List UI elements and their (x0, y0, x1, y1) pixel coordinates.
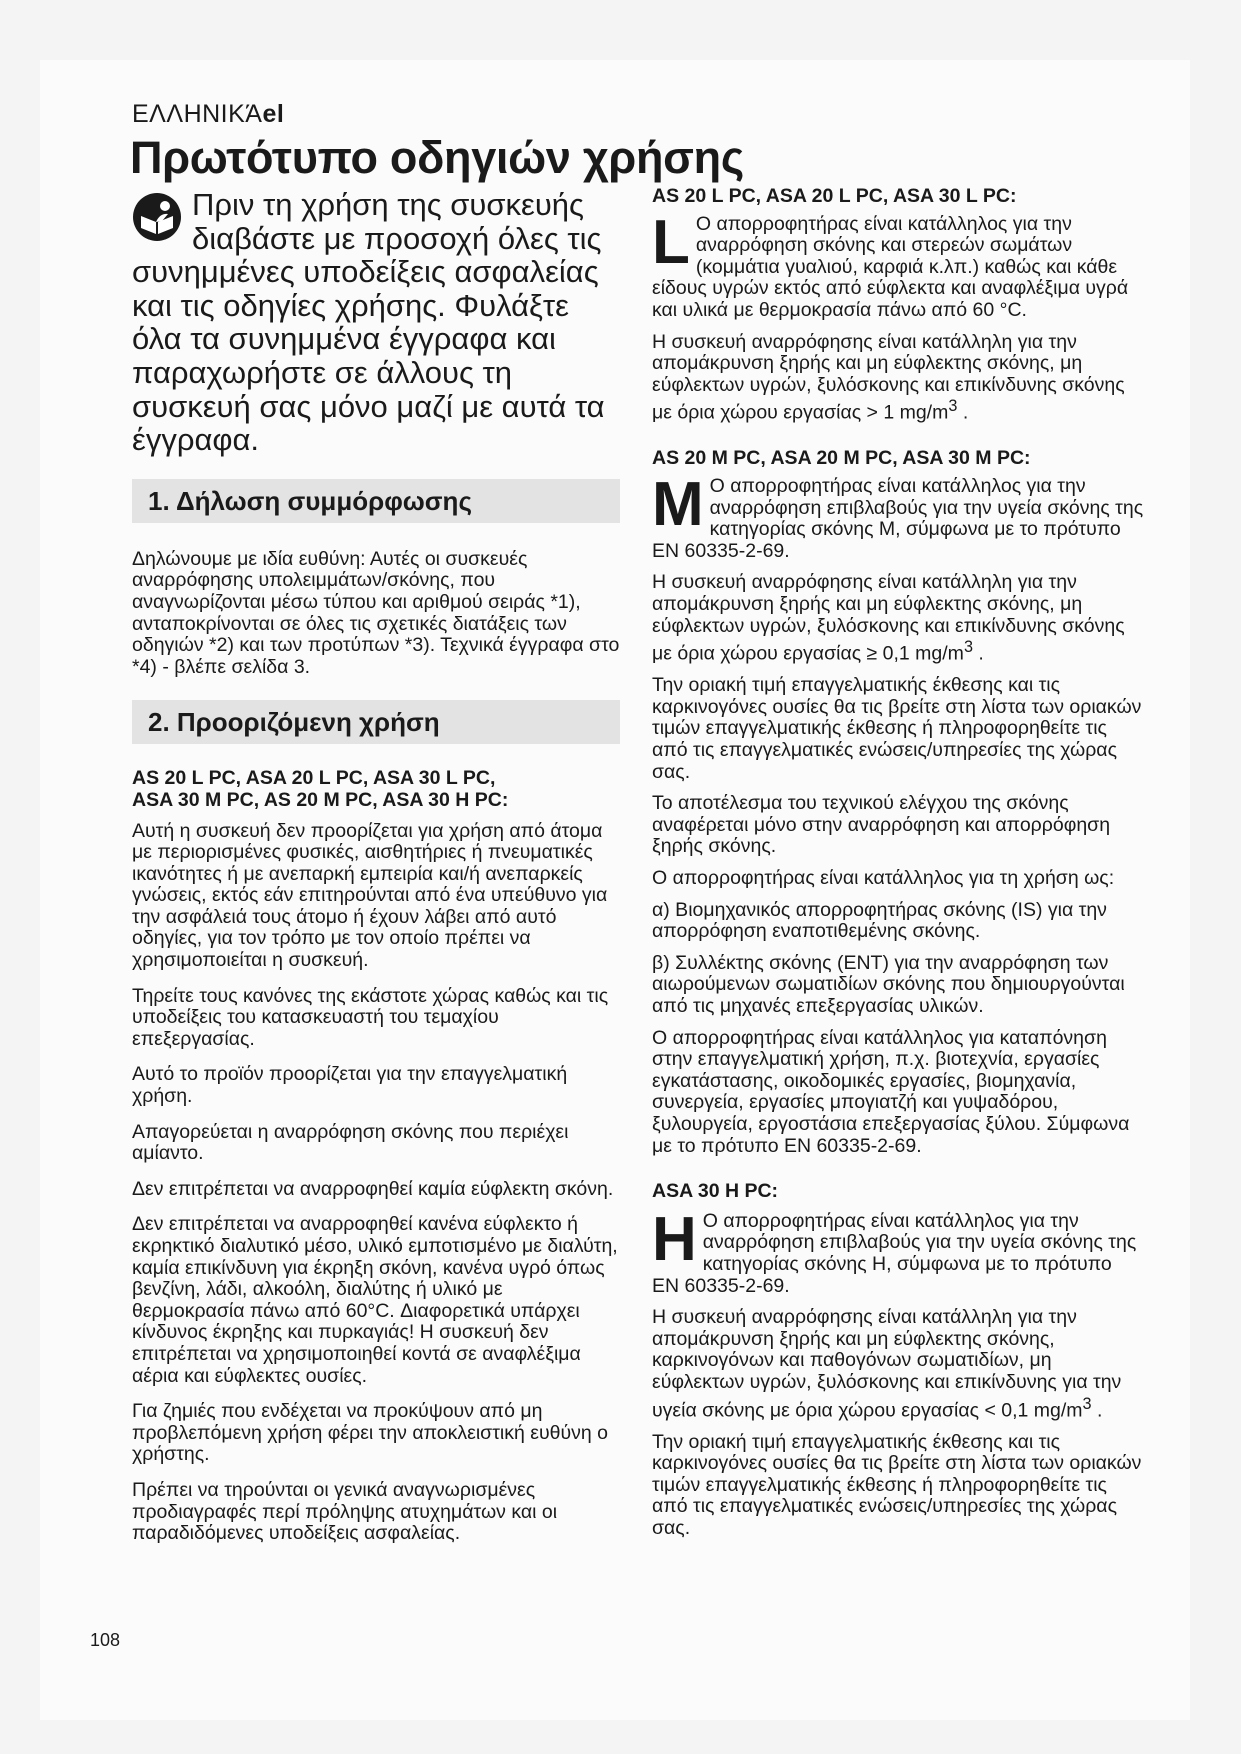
l-class-text: Η συσκευή αναρρόφησης είναι κατάλληλη για την απομάκρυνση ξηρής και μη εύφλεκτης σκόνης, μη εύφλεκτων υγρών, ξυλόσκονης και επικίνδυνης σκόνης με όρια χώρου εργασίας > 1 $mg/m^3$ . (652, 330, 1125, 424)
l-class-lead (652, 214, 1144, 322)
m-class-paragraph: Την οριακή τιμή επαγγελματικής έκθεσης και τις καρκινογόνες ουσίες θα τις βρείτε στη λίστα των οριακών τιμών επαγγελματικής έκθεσης ή πληροφορηθείτε τις από τις επαγγελματικές ενώσεις/υπηρεσίες της χώρας σας. (652, 674, 1142, 783)
language-code: el (262, 100, 285, 128)
usage-paragraph: Δεν επιτρέπεται να αναρροφηθεί κανένα εύφλεκτο ή εκρηκτικό διαλυτικό μέσο, υλικό εμποτισμένο με διαλύτη, καμία επικίνδυνη για έκρηξη σκόνη, κανένα υγρό όπως βενζίνη, λάδι, αλκοόλη, διαλύτης ή υλικό με θερμοκρασία πάνω από 60°C. Διαφορετικά υπάρχει κίνδυνος έκρηξης και πυρκαγιάς! Η συσκευή δεν επιτρέπεται να χρησιμοποιηθεί κοντά σε αναφλέξιμα αέρια και εύφλεκτες ουσίες. (132, 1213, 618, 1387)
section-2-heading: 2. Προοριζόμενη χρήση (132, 700, 620, 744)
m-class-paragraph: β) Συλλέκτης σκόνης (ENT) για την αναρρόφηση των αιωρούμενων σωματιδίων σκόνης που δημιουργούνται από τις μηχανές επεξεργασίας υλικών. (652, 951, 1125, 1017)
language-name: ΕΛΛΗΝΙΚΆ (132, 100, 263, 128)
usage-paragraph: Πρέπει να τηρούνται οι γενικά αναγνωρισμένες προδιαγραφές περί πρόληψης ατυχημάτων και οι παραδιδόμενες υποδείξεις ασφαλείας. (132, 1478, 558, 1545)
dust-class-h-icon: H (652, 1212, 697, 1265)
page-number: 108 (90, 1630, 121, 1650)
l-class-lead-text: Ο απορροφητήρας είναι κατάλληλος για την αναρρόφηση σκόνης και στερεών σωμάτων (κομμάτια γυαλιού, καρφιά κ.λπ.) καθώς και κάθε είδους υγρών εκτός από εύφλεκτα και αναφλέξιμα υγρά και υλικά με θερμοκρασία πάνω από 60 °C. (652, 212, 1129, 321)
m-class-heading: AS 20 M PC, ASA 20 M PC, ASA 30 M PC: (652, 447, 1031, 470)
h-class-closing: Την οριακή τιμή επαγγελματικής έκθεσης και τις καρκινογόνες ουσίες θα τις βρείτε στη λίστα των οριακών τιμών επαγγελματικής έκθεσης ή πληροφορηθείτε τις από τις επαγγελματικές ενώσεις/υπηρεσίες της χώρας σας. (652, 1430, 1142, 1539)
language-label (132, 100, 284, 129)
declaration-text: Δηλώνουμε με ιδία ευθύνη: Αυτές οι συσκευές αναρρόφησης υπολειμμάτων/σκόνης, που αναγνωρίζονται μέσω τύπου και αριθμού σειράς *1), ανταποκρίνονται σε όλες τις σχετικές διατάξεις των οδηγιών *2) και των προτύπων *3). Τεχνικά έγγραφα στο *4) - βλέπε σελίδα 3. (132, 547, 620, 678)
h-class-text: Η συσκευή αναρρόφησης είναι κατάλληλη για την απομάκρυνση ξηρής και μη εύφλεκτης σκόνης, καρκινογόνων και παθογόνων σωματιδίων, μη εύφλεκτων υγρών, ξυλόσκονης και επικίνδυνης για την υγεία σκόνης με όρια χώρου εργασίας < 0,1 $mg/m^3$ . (652, 1306, 1122, 1421)
section-1-heading: 1. Δήλωση συμμόρφωσης (132, 479, 620, 523)
models-line-1: AS 20 L PC, ASA 20 L PC, ASA 30 L PC, (132, 767, 496, 790)
m-class-lead (652, 476, 1144, 562)
usage-paragraph: Απαγορεύεται η αναρρόφηση σκόνης που περιέχει αμίαντο. (132, 1120, 569, 1165)
usage-paragraph: Αυτή η συσκευή δεν προορίζεται για χρήση από άτομα με περιορισμένες φυσικές, αισθητήριες ή πνευματικές ικανότητες ή με ανεπαρκή εμπειρία και/ή ανεπαρκείς γνώσεις, εκτός εάν επιτηρούνται από ένα υπεύθυνο για την ασφάλειά τους άτομο ή έχουν λάβει από αυτό οδηγίες, για τον τρόπο με τον οποίο πρέπει να χρησιμοποιείται η συσκευή. (132, 819, 608, 972)
m-class-paragraph: α) Βιομηχανικός απορροφητήρας σκόνης (IS) για την απορρόφηση εναποτιθεμένης σκόνης. (652, 898, 1107, 943)
usage-paragraph: Τηρείτε τους κανόνες της εκάστοτε χώρας καθώς και τις υποδείξεις του κατασκευαστή του τεμαχίου επεξεργασίας. (132, 984, 609, 1050)
document-title: Πρωτότυπο οδηγιών χρήσης (130, 132, 744, 183)
models-line-2: ASA 30 M PC, AS 20 M PC, ASA 30 H PC: (132, 788, 509, 811)
usage-paragraph: Για ζημιές που ενδέχεται να προκύψουν από μη προβλεπόμενη χρήση φέρει την αποκλειστική ευθύνη ο χρήστης. (132, 1400, 608, 1466)
intro-text: Πριν τη χρήση της συσκευής διαβάστε με προσοχή όλες τις συνημμένες υποδείξεις ασφαλείας και τις οδηγίες χρήσης. Φυλάξτε όλα τα συνημμένα έγγραφα και παραχωρήστε σε άλλους τη συσκευή σας μόνο μαζί με αυτά τα έγγραφα. (132, 187, 605, 458)
l-class-heading: AS 20 L PC, ASA 20 L PC, ASA 30 L PC: (652, 185, 1017, 207)
models-heading (132, 768, 620, 811)
m-class-lead-text: Ο απορροφητήρας είναι κατάλληλος για την αναρρόφηση επιβλαβούς για την υγεία σκόνης της κατηγορίας σκόνης Μ, σύμφωνα με το πρότυπο EN 60335-2-69. (652, 475, 1144, 562)
usage-paragraph: Αυτό το προϊόν προορίζεται για την επαγγελματική χρήση. (132, 1063, 568, 1108)
m-class-paragraph: Ο απορροφητήρας είναι κατάλληλος για τη χρήση ως: (652, 867, 1115, 890)
usage-paragraph: Δεν επιτρέπεται να αναρροφηθεί καμία εύφλεκτη σκόνη. (132, 1177, 614, 1200)
h-class-lead-text: Ο απορροφητήρας είναι κατάλληλος για την αναρρόφηση επιβλαβούς για την υγεία σκόνης της κατηγορίας σκόνης Η, σύμφωνα με το πρότυπο EN 60335-2-69. (652, 1209, 1137, 1297)
dust-class-m-icon: M (652, 478, 704, 531)
intro-warning (132, 188, 620, 457)
m-class-paragraph: Ο απορροφητήρας είναι κατάλληλος για καταπόνηση στην επαγγελματική χρήση, π.χ. βιοτεχνία, εργασίες εγκατάστασης, οικοδομικές εργασίες, βιομηχανία, συνεργεία, εργασίες μπογιατζή και γυψαδόρου, ξυλουργεία, εργοστάσια επεξεργασίας ξύλου. Σύμφωνα με το πρότυπο EN 60335-2-69. (652, 1026, 1130, 1157)
dust-class-l-icon: L (652, 215, 690, 268)
h-class-lead (652, 1211, 1144, 1297)
left-column (132, 188, 620, 1545)
right-column (652, 186, 1144, 1540)
read-manual-icon (132, 192, 182, 242)
m-class-text: Η συσκευή αναρρόφησης είναι κατάλληλη για την απομάκρυνση ξηρής και μη εύφλεκτης σκόνης, μη εύφλεκτων υγρών, ξυλόσκονης και επικίνδυνης σκόνης με όρια χώρου εργασίας ≥ 0,1 $mg/m^3$ . (652, 571, 1125, 665)
h-class-heading: ASA 30 H PC: (652, 1180, 779, 1203)
m-class-paragraph: Το αποτέλεσμα του τεχνικού ελέγχου της σκόνης αναφέρεται μόνο στην αναρρόφηση και απορρόφηση ξηρής σκόνης. (652, 792, 1111, 858)
